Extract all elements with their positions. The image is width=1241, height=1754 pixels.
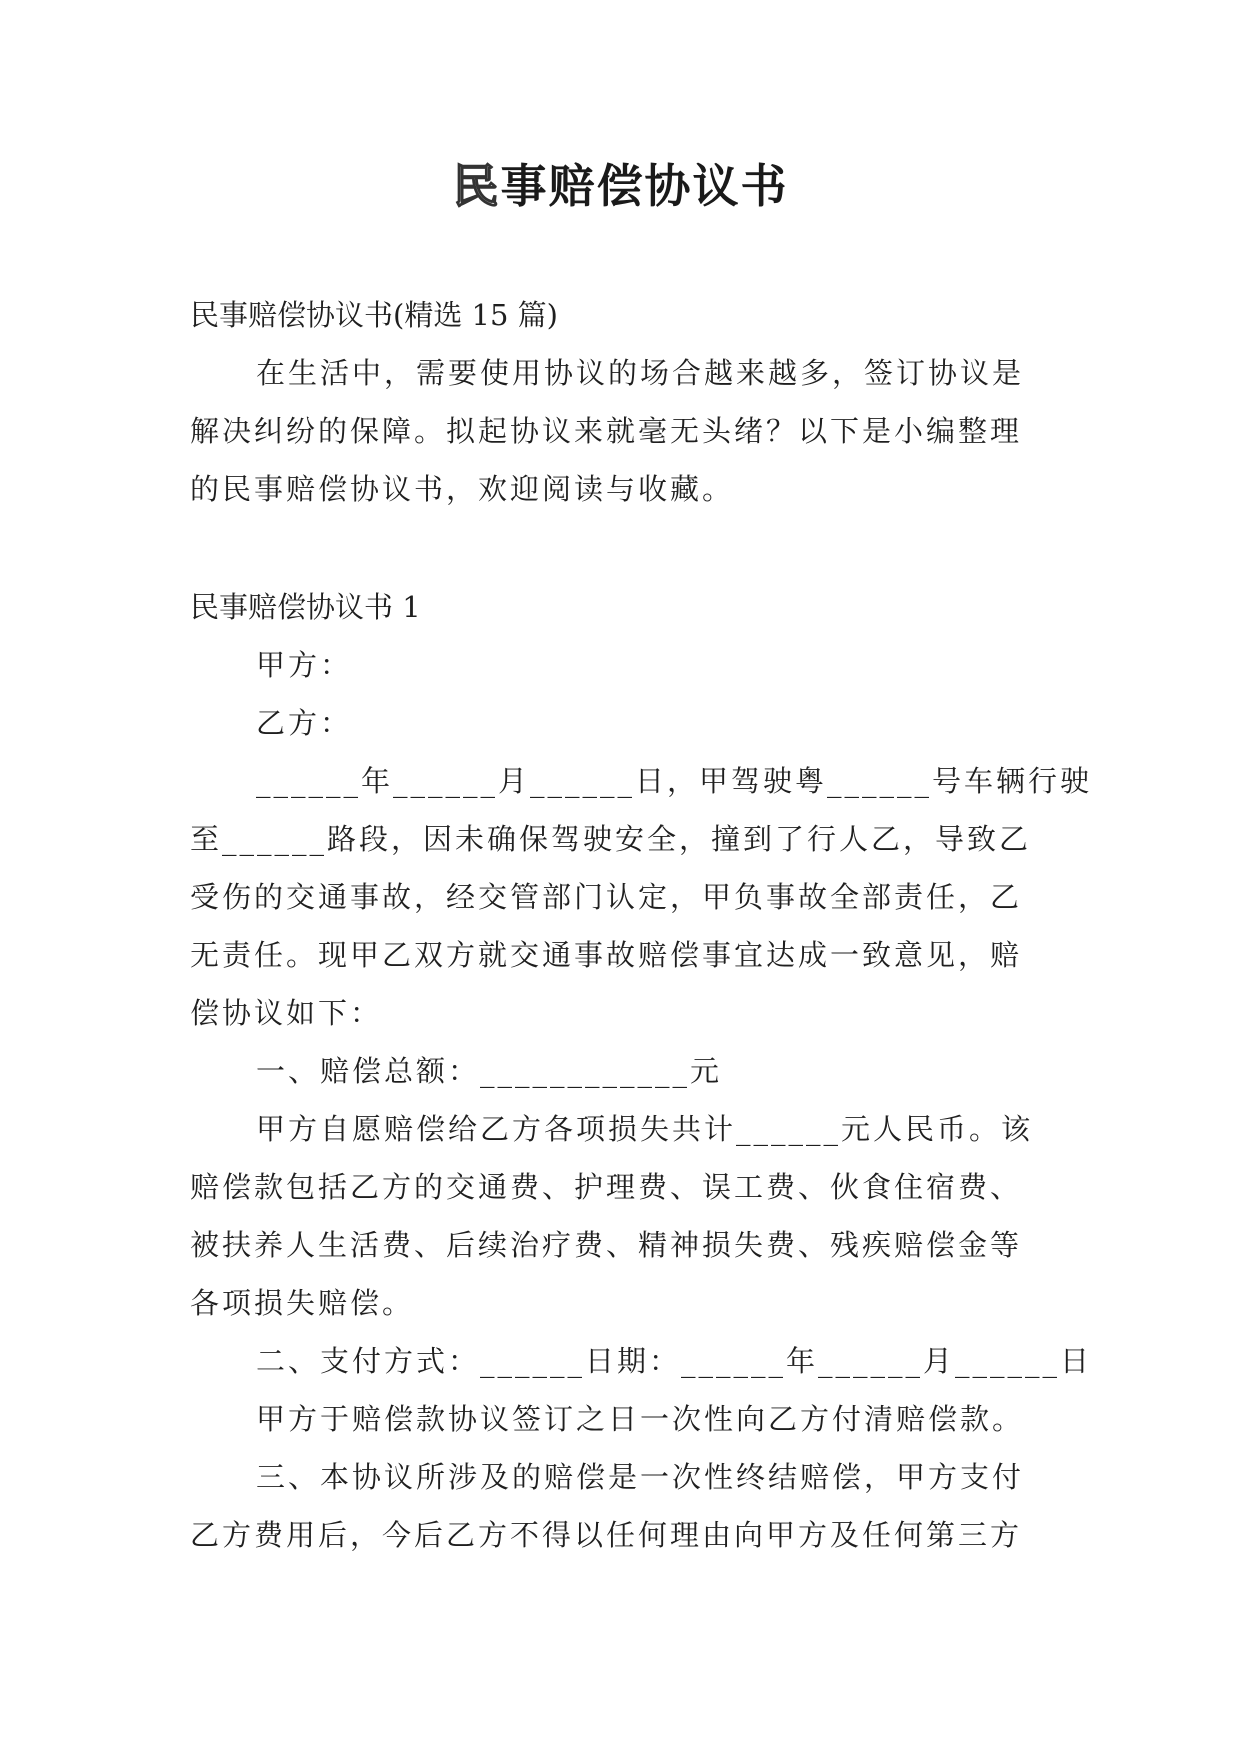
- title-first-char: 民: [452, 159, 501, 213]
- accident-line: ______年______月______日，甲驾驶粤______号车辆行驶: [256, 764, 1093, 798]
- subtitle: 民事赔偿协议书(精选 15 篇): [190, 298, 558, 332]
- clause-1-line: 赔偿款包括乙方的交通费、护理费、误工费、伙食住宿费、: [190, 1170, 1023, 1204]
- intro-line: 的民事赔偿协议书，欢迎阅读与收藏。: [190, 472, 735, 506]
- intro-line: 在生活中，需要使用协议的场合越来越多，签订协议是: [256, 356, 1025, 390]
- party-b-label: 乙方：: [256, 706, 353, 740]
- clause-2-line: 甲方于赔偿款协议签订之日一次性向乙方付清赔偿款。: [256, 1402, 1025, 1436]
- accident-line: 无责任。现甲乙双方就交通事故赔偿事宜达成一致意见，赔: [190, 938, 1023, 972]
- accident-line: 受伤的交通事故，经交管部门认定，甲负事故全部责任，乙: [190, 880, 1023, 914]
- clause-1-line: 各项损失赔偿。: [190, 1286, 415, 1320]
- document-body: [190, 286, 1093, 1564]
- clause-3-line: 乙方费用后，今后乙方不得以任何理由向甲方及任何第三方: [190, 1518, 1023, 1552]
- accident-line: 偿协议如下：: [190, 996, 383, 1030]
- document-title: [0, 150, 1241, 216]
- party-a-label: 甲方：: [256, 648, 353, 682]
- clause-3-line: 三、本协议所涉及的赔偿是一次性终结赔偿，甲方支付: [256, 1460, 1025, 1494]
- clause-1-line: 甲方自愿赔偿给乙方各项损失共计______元人民币。该: [256, 1112, 1034, 1146]
- clause-1-heading: 一、赔偿总额：____________元: [256, 1054, 723, 1088]
- accident-line: 至______路段，因未确保驾驶安全，撞到了行人乙，导致乙: [190, 822, 1032, 856]
- title-rest: 事赔偿协议书: [500, 159, 789, 213]
- section-heading: 民事赔偿协议书 1: [190, 590, 421, 624]
- clause-1-line: 被扶养人生活费、后续治疗费、精神损失费、残疾赔偿金等: [190, 1228, 1023, 1262]
- clause-2-heading: 二、支付方式：______日期：______年______月______日: [256, 1344, 1093, 1378]
- paragraph-gap: [190, 518, 1050, 578]
- intro-line: 解决纠纷的保障。拟起协议来就毫无头绪？以下是小编整理: [190, 414, 1023, 448]
